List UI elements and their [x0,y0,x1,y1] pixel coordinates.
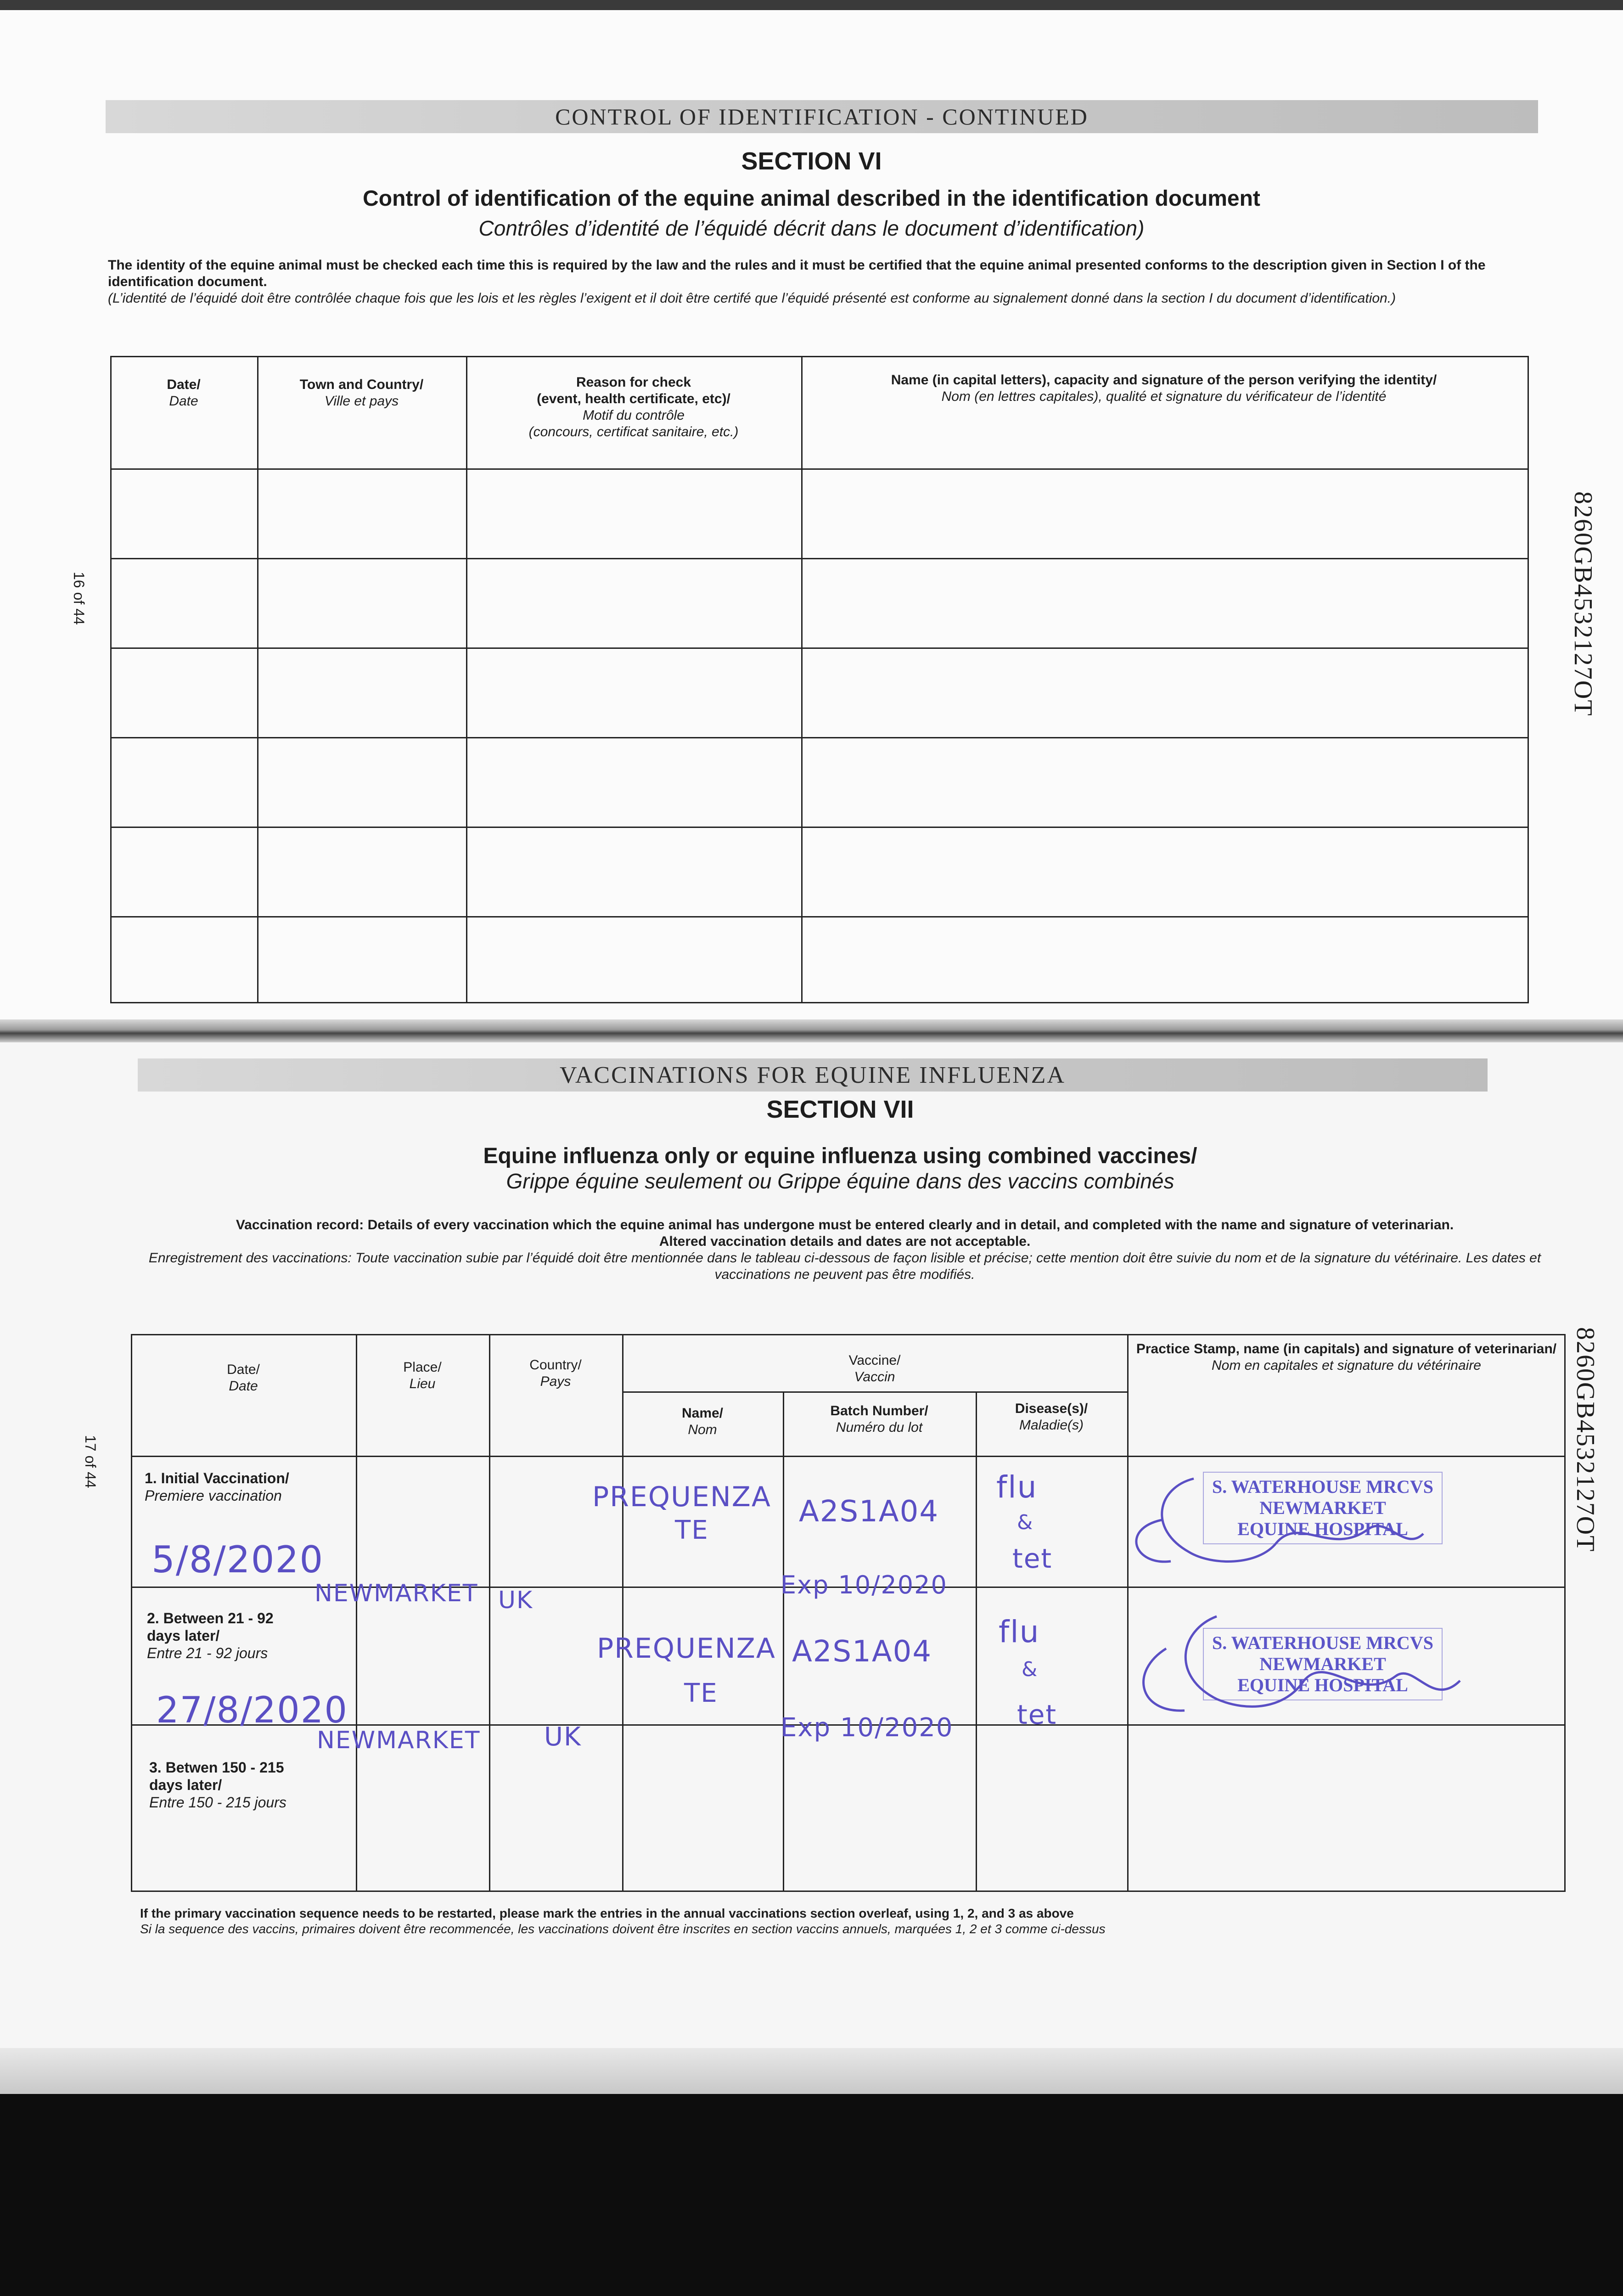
col-stamp-header [1134,1341,1559,1374]
row2-stamp-line1: S. WATERHOUSE MRCVS [1212,1632,1433,1653]
col-verifier-fr: Nom (en lettres capitales), qualité et signature du vérificateur de l’identité [941,389,1387,404]
side-code-upper: 8260GB4532127OT [1569,491,1597,717]
row2-vet-signature [1111,1603,1478,1731]
col-reason-fr2: (concours, certificat sanitaire, etc.) [528,424,739,439]
row1-label [145,1469,351,1504]
row2-date: 27/8/2020 [156,1690,348,1731]
row1-stamp-line3: EQUINE HOSPITAL [1237,1519,1408,1539]
col-disease-fr: Maladie(s) [1019,1418,1084,1433]
row2-vaccine-name: PREQUENZA [597,1632,776,1665]
col-batch-header [785,1403,973,1436]
row1-vaccine-name: PREQUENZA [592,1481,771,1513]
section7-intro-fr: Enregistrement des vaccinations: Toute vaccination subie par l’équidé doit être mentionnée dans le tableau ci-dessous de façon lisible et précise; cette mention doit être suivie du nom et de la signature du vétérinaire. Les dates et vaccinations ne peuvent pas être modifiés. [148,1250,1541,1282]
section6-intro-en: The identity of the equine animal must be checked each time this is required by the law and the rules and it must be certified that the equine animal presented conforms to the description given in Section I of the identification document. [108,258,1486,289]
col-vaccine-en: Vaccine/ [848,1353,901,1368]
row2-label-fr: Entre 21 - 92 jours [147,1645,268,1661]
row2-vaccine-name-2: TE [684,1678,718,1708]
col-town-en: Town and Country/ [299,377,424,392]
col-vacc-date-fr: Date [229,1379,258,1394]
row1-expiry: Exp 10/2020 [781,1570,948,1599]
row3-label-fr: Entre 150 - 215 jours [149,1794,286,1811]
row2-disease-2: & [1022,1658,1039,1681]
section7-intro-en2: Altered vaccination details and dates are not acceptable. [659,1234,1031,1249]
col-date-en: Date/ [167,377,201,392]
section6-intro [108,257,1513,307]
row2-expiry: Exp 10/2020 [781,1713,954,1743]
col-date-fr: Date [169,394,198,409]
row1-label-en: 1. Initial Vaccination/ [145,1470,289,1486]
col-vaccine-name-header [624,1405,781,1438]
row2-stamp-line3: EQUINE HOSPITAL [1237,1675,1408,1695]
book-gutter [0,1019,1623,1042]
col-place-fr: Lieu [409,1376,436,1391]
row1-disease-3: tet [1012,1543,1053,1574]
col-stamp-fr: Nom en capitales et signature du vétérinaire [1212,1358,1481,1373]
row1-vaccine-name-2: TE [675,1515,709,1545]
section6-title: Control of identification of the equine animal described in the identification document [363,186,1260,211]
section6-intro-fr: (L’identité de l’équidé doit être contrôlée chaque fois que les lois et les règles l’exigent et il doit être certifé que l’équidé présenté est conforme au signalement donné dans la section I du document d’identification.) [108,291,1396,306]
section7-footer [140,1906,1563,1937]
scan-background-bottom [0,2094,1623,2296]
section7-title: Equine influenza only or equine influenza using combined vaccines/ [483,1144,1197,1168]
col-reason-header [468,374,799,440]
page-number-16: 16 of 44 [71,572,87,625]
section7-footer-en: If the primary vaccination sequence needs to be restarted, please mark the entries in the annual vaccinations section overleaf, using 1, 2, and 3 as above [140,1906,1074,1920]
section7-footer-fr: Si la sequence des vaccins, primaires doivent être recommencée, les vaccinations doivent être inscrites en section vaccins annuels, marquées 1, 2 et 3 comme ci-dessus [140,1922,1106,1936]
vaccination-record-label: Vaccination record: [236,1217,364,1232]
section6-ribbon: CONTROL OF IDENTIFICATION - CONTINUED [106,100,1538,133]
row2-label-en2: days later/ [147,1627,220,1644]
row1-date: 5/8/2020 [152,1538,324,1581]
section7-label: SECTION VII [766,1096,914,1123]
col-disease-en: Disease(s)/ [1015,1401,1088,1416]
page-number-17: 17 of 44 [82,1435,99,1488]
col-verifier-header [806,372,1522,405]
row2-batch: A2S1A04 [792,1635,932,1669]
col-vacc-date-en: Date/ [227,1362,260,1377]
col-disease-header [978,1401,1125,1434]
col-country-fr: Pays [540,1374,571,1389]
col-stamp-en: Practice Stamp, name (in capitals) and signature of veterinarian/ [1136,1341,1557,1356]
section6-label: SECTION VI [741,147,882,175]
col-vaccine-name-en: Name/ [681,1406,724,1421]
row1-place: NEWMARKET [314,1580,478,1607]
col-vaccine-header [624,1352,1125,1385]
col-batch-fr: Numéro du lot [836,1420,923,1435]
col-verifier-en: Name (in capital letters), capacity and signature of the person verifying the identity/ [891,372,1437,388]
col-place-en: Place/ [403,1360,442,1375]
col-vaccine-name-fr: Nom [688,1422,717,1437]
col-vaccine-fr: Vaccin [854,1369,895,1384]
row2-disease-3: tet [1017,1699,1057,1730]
col-town-fr: Ville et pays [324,394,399,409]
row1-stamp-line1: S. WATERHOUSE MRCVS [1212,1476,1433,1497]
section7-title-fr: Grippe équine seulement ou Grippe équine dans des vaccins combinés [506,1169,1174,1193]
page-bottom-fold [0,2048,1623,2094]
row1-disease-2: & [1017,1511,1034,1534]
row2-label-en: 2. Between 21 - 92 [147,1610,274,1626]
row1-country: UK [498,1587,534,1614]
row2-country: UK [544,1722,582,1752]
row3-label-en: 3. Betwen 150 - 215 [149,1759,284,1776]
row1-disease: flu [996,1469,1038,1505]
col-country-header [491,1357,620,1390]
row2-stamp-line2: NEWMARKET [1259,1654,1386,1674]
section7-intro [138,1217,1552,1283]
row1-batch: A2S1A04 [799,1495,939,1529]
scan-edge-top [0,0,1623,10]
col-date-header [112,377,255,410]
col-batch-en: Batch Number/ [830,1403,928,1418]
row1-stamp-line2: NEWMARKET [1259,1497,1386,1518]
row2-label [147,1609,354,1662]
col-reason-en: Reason for check [576,375,691,390]
col-reason-fr: Motif du contrôle [583,408,685,423]
row2-place: NEWMARKET [317,1727,481,1754]
row3-label-en2: days later/ [149,1777,222,1793]
col-town-header [259,377,464,410]
col-country-en: Country/ [529,1357,582,1373]
row3-label [149,1759,356,1811]
identity-check-table [110,356,1529,1003]
row1-label-fr: Premiere vaccination [145,1487,282,1504]
col-place-header [358,1359,487,1392]
section7-intro-en: Details of every vaccination which the equine animal has undergone must be entered clearly and in detail, and completed with the name and signature of veterinarian. [367,1217,1454,1232]
row1-vet-signature [1093,1460,1451,1584]
row2-disease: flu [999,1614,1040,1649]
section6-title-fr: Contrôles d’identité de l’équidé décrit dans le document d’identification) [478,216,1145,240]
side-code-lower: 8260GB4532127OT [1571,1327,1600,1553]
col-reason-en2: (event, health certificate, etc)/ [537,391,730,406]
col-vacc-date-header [133,1362,354,1395]
section7-ribbon: VACCINATIONS FOR EQUINE INFLUENZA [138,1058,1488,1092]
